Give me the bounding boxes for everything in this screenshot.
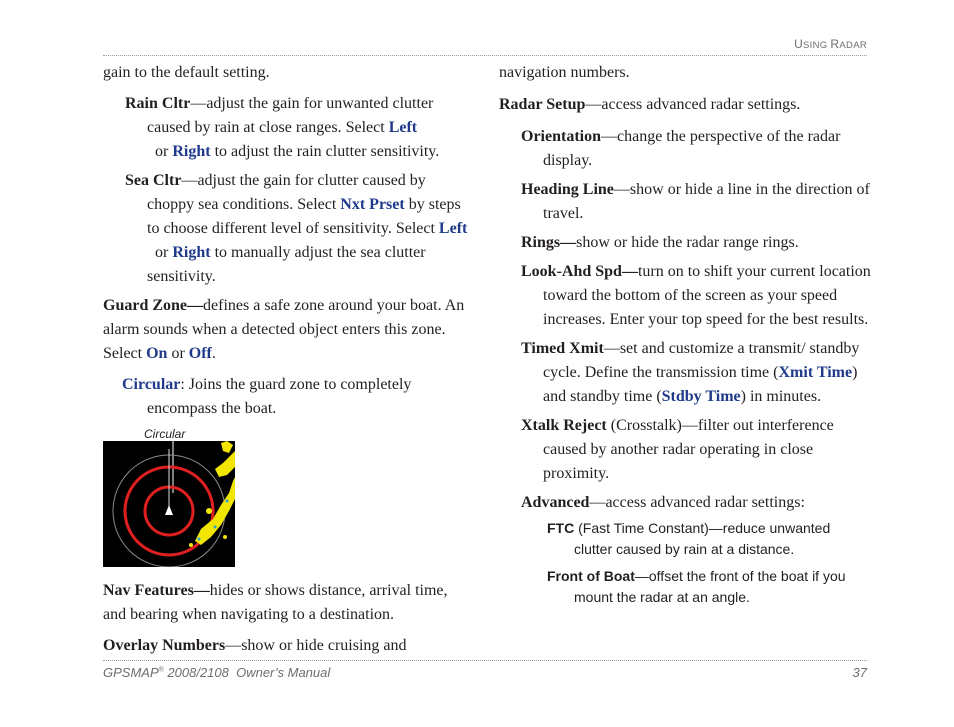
- overlay-numbers-text: —show or hide cruising and: [225, 637, 407, 654]
- heading-line-text: —show or hide a line in the direction of travel.: [543, 181, 870, 222]
- rain-clutter-text-1: —adjust the gain for unwanted clutter caused by rain at close ranges. Select: [147, 95, 434, 136]
- nav-features-text: hides or shows distance, arrival time, and bearing when navigating to a destination.: [103, 582, 448, 623]
- guard-on-key: On: [146, 345, 168, 362]
- header-title-sing: SING: [803, 40, 831, 51]
- rain-or: or: [147, 143, 173, 160]
- right-column: [499, 61, 871, 614]
- rings-label: Rings—: [521, 234, 577, 251]
- xtalk-reject-text: (Crosstalk)—filter out interference caused by another radar operating in close proximity.: [543, 417, 834, 482]
- sea-clutter-text-1: —adjust the gain for clutter caused by choppy sea conditions. Select: [147, 172, 426, 213]
- radar-setup-text: —access advanced radar settings.: [585, 96, 801, 113]
- look-ahead-speed-item: [499, 260, 871, 332]
- overlay-numbers-label: Overlay Numbers: [103, 637, 226, 654]
- manual-title-suffix: 2008/2108 Owner’s Manual: [163, 665, 331, 680]
- manual-title-prefix: GPSMAP: [103, 665, 159, 680]
- stdby-time-key: Stdby Time: [661, 388, 741, 405]
- rings-item: [499, 231, 871, 255]
- advanced-label: Advanced: [521, 494, 590, 511]
- footer-rule: [103, 660, 867, 661]
- circular-item: [103, 373, 473, 421]
- xtalk-reject-item: [499, 414, 871, 486]
- radar-setup-item: [499, 93, 871, 117]
- timed-xmit-label: Timed Xmit: [521, 340, 604, 357]
- figure-caption: Circular: [144, 427, 186, 441]
- orientation-item: [499, 125, 871, 173]
- advanced-item: [499, 491, 871, 515]
- guard-or: or: [167, 345, 189, 362]
- front-of-boat-label: Front of Boat: [547, 568, 635, 584]
- advanced-text: —access advanced radar settings:: [589, 494, 805, 511]
- orientation-label: Orientation: [521, 128, 601, 145]
- radar-guard-zone-figure: [103, 441, 235, 565]
- timed-xmit-text-2: ) and standby time (: [543, 364, 858, 405]
- xmit-time-key: Xmit Time: [778, 364, 853, 381]
- registered-mark: ®: [158, 666, 164, 674]
- timed-xmit-item: [499, 337, 871, 409]
- page-footer: [103, 665, 867, 680]
- header-title-adar: ADAR: [839, 40, 867, 51]
- heading-line-item: [499, 178, 871, 226]
- ftc-text: (Fast Time Constant)—reduce unwanted clutter caused by rain at a distance.: [574, 520, 831, 557]
- guard-zone-text: defines a safe zone around your boat. An alarm sounds when a detected object enters this zone. Select: [103, 297, 465, 362]
- sea-left-key: Left: [438, 220, 468, 237]
- sea-clutter-label: Sea Cltr: [125, 172, 182, 189]
- header-title-u: U: [794, 37, 804, 51]
- page-number: 37: [852, 665, 867, 680]
- sea-or: or: [147, 244, 173, 261]
- circular-label: Circular: [122, 376, 181, 393]
- guard-zone-label: Guard Zone—: [103, 297, 204, 314]
- gain-default-text: gain to the default setting.: [103, 64, 270, 81]
- sea-nxt-prset-key: Nxt Prset: [340, 196, 405, 213]
- nav-features-item: [103, 579, 473, 627]
- rain-clutter-item: [103, 92, 473, 164]
- radar-image: [103, 441, 235, 567]
- rain-clutter-text-2: to adjust the rain clutter sensitivity.: [210, 143, 440, 160]
- radar-setup-label: Radar Setup: [499, 96, 586, 113]
- sea-right-key: Right: [172, 244, 211, 261]
- rings-text: show or hide the radar range rings.: [576, 234, 799, 251]
- front-of-boat-text: —offset the front of the boat if you mount the radar at an angle.: [574, 568, 846, 605]
- nav-features-label: Nav Features—: [103, 582, 210, 599]
- xtalk-reject-label: Xtalk Reject: [521, 417, 607, 434]
- sea-clutter-text-3: to manually adjust the sea clutter sensitivity.: [147, 244, 426, 285]
- rain-clutter-label: Rain Cltr: [125, 95, 191, 112]
- header-title-r: R: [830, 37, 840, 51]
- heading-line-label: Heading Line: [521, 181, 614, 198]
- look-ahead-speed-text: turn on to shift your current location toward the bottom of the screen as your speed increases. Enter your top speed for the best results.: [543, 263, 871, 328]
- ftc-label: FTC: [547, 520, 575, 536]
- rain-right-key: Right: [172, 143, 211, 160]
- timed-xmit-text-1: —set and customize a transmit/ standby cycle. Define the transmission time (: [543, 340, 860, 381]
- rain-left-key: Left: [388, 119, 418, 136]
- orientation-text: —change the perspective of the radar display.: [543, 128, 841, 169]
- navigation-numbers-text: navigation numbers.: [499, 64, 630, 81]
- left-column: [103, 61, 473, 665]
- guard-off-key: Off: [188, 345, 212, 362]
- sea-clutter-item: [103, 169, 473, 289]
- look-ahead-speed-label: Look-Ahd Spd—: [521, 263, 638, 280]
- timed-xmit-text-3: ) in minutes.: [740, 388, 822, 405]
- ftc-item: [499, 518, 871, 560]
- circular-text: : Joins the guard zone to completely encompass the boat.: [147, 376, 412, 417]
- guard-end: .: [211, 345, 216, 362]
- overlay-numbers-item: [103, 634, 473, 658]
- guard-zone-item: [103, 294, 473, 366]
- running-header: [794, 37, 867, 51]
- sea-clutter-text-2: by steps to choose different level of sensitivity. Select: [147, 196, 461, 237]
- front-of-boat-item: [499, 566, 871, 608]
- header-rule: [103, 55, 867, 56]
